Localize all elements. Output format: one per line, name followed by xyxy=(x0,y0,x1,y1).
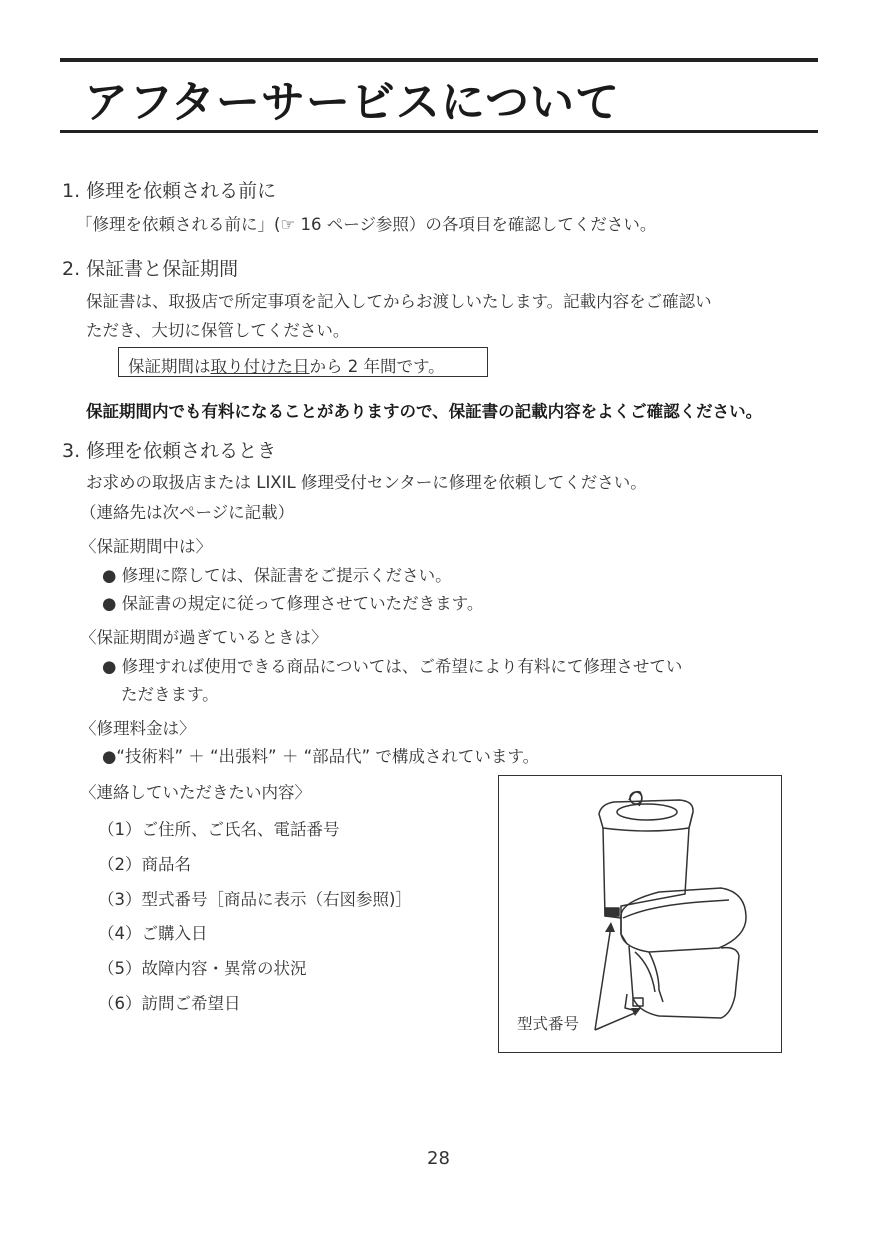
section2-text-line2: ただき、大切に保管してください。 xyxy=(86,321,350,340)
page-number: 28 xyxy=(427,1148,450,1169)
bullet-icon: ● xyxy=(102,566,117,585)
model-number-label: 型式番号 xyxy=(517,1015,580,1033)
list-item: （6）訪問ご希望日 xyxy=(98,994,241,1013)
toilet-illustration-icon xyxy=(499,776,780,1051)
bullet-text: 修理すれば使用できる商品については、ご希望により有料にて修理させてい xyxy=(121,657,683,676)
bullet-icon: ● xyxy=(102,747,117,766)
warranty-post: から 2 年間です。 xyxy=(309,357,445,376)
section3-heading: 3. 修理を依頼されるとき xyxy=(62,440,277,462)
section3-text-line1: お求めの取扱店または LIXIL 修理受付センターに修理を依頼してください。 xyxy=(86,473,647,492)
subhead-contact-info: 〈連絡していただきたい内容〉 xyxy=(80,783,311,802)
bullet-text: 保証書の規定に従って修理させていただきます。 xyxy=(121,594,484,613)
bullet-item xyxy=(102,562,452,586)
bullet-icon: ● xyxy=(102,657,117,676)
list-item: （2）商品名 xyxy=(98,855,191,874)
list-item: （3）型式番号［商品に表示（右図参照)］ xyxy=(98,890,412,909)
section2-text-line1: 保証書は、取扱店で所定事項を記入してからお渡しいたします。記載内容をご確認い xyxy=(86,292,712,311)
bullet-text: “技術料” ＋ “出張料” ＋ “部品代” で構成されています。 xyxy=(116,747,540,766)
page-title: アフターサービスについて xyxy=(84,77,621,128)
bullet-item xyxy=(102,743,539,767)
title-bottom-rule xyxy=(60,130,818,133)
bullet-text: 修理に際しては、保証書をご提示ください。 xyxy=(121,566,452,585)
warranty-pre: 保証期間は xyxy=(128,357,211,376)
subhead-after-warranty: 〈保証期間が過ぎているときは〉 xyxy=(80,628,328,647)
section3-text-line2: （連絡先は次ページに記載） xyxy=(80,503,295,522)
list-item: （5）故障内容・異常の状況 xyxy=(98,959,307,978)
toilet-figure xyxy=(498,775,782,1053)
bullet-text-continued: ただきます。 xyxy=(121,685,219,704)
subhead-during-warranty: 〈保証期間中は〉 xyxy=(80,537,212,556)
list-item: （1）ご住所、ご氏名、電話番号 xyxy=(98,820,340,839)
warranty-install-date: 取り付けた日 xyxy=(210,357,310,376)
list-item: （4）ご購入日 xyxy=(98,924,208,943)
section1-text: 「修理を依頼される前に」(☞ 16 ページ参照）の各項目を確認してください。 xyxy=(76,215,657,234)
warranty-warning: 保証期間内でも有料になることがありますので、保証書の記載内容をよくご確認ください。 xyxy=(86,402,763,421)
bullet-item xyxy=(102,590,483,614)
title-top-rule xyxy=(60,58,818,62)
bullet-icon: ● xyxy=(102,594,117,613)
subhead-repair-fee: 〈修理料金は〉 xyxy=(80,719,196,738)
section2-heading: 2. 保証書と保証期間 xyxy=(62,258,239,280)
warranty-period-text xyxy=(128,353,445,377)
section1-heading: 1. 修理を依頼される前に xyxy=(62,180,277,202)
bullet-item xyxy=(102,653,682,677)
